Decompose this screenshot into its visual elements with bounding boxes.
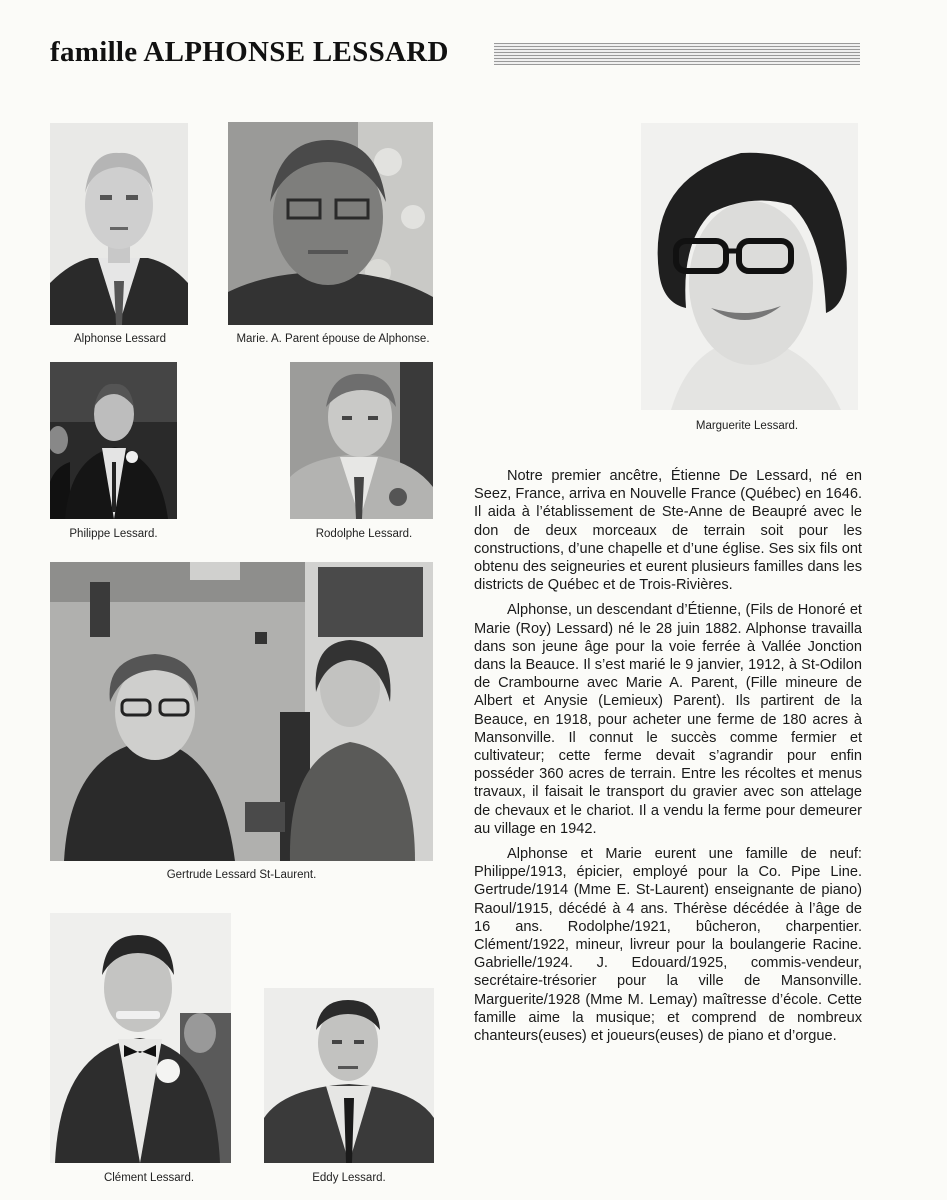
philippe-photo — [50, 362, 177, 519]
gertrude-photo — [50, 562, 433, 861]
alphonse-photo — [50, 123, 188, 325]
page-title: famille ALPHONSE LESSARD — [50, 36, 449, 68]
caption-clement: Clément Lessard. — [103, 1172, 195, 1184]
marguerite-photo — [641, 123, 858, 410]
caption-marie: Marie. A. Parent épouse de Alphonse. — [236, 333, 430, 345]
marie-photo — [228, 122, 433, 325]
caption-philippe: Philippe Lessard. — [69, 528, 158, 540]
caption-gertrude: Gertrude Lessard St-Laurent. — [166, 869, 317, 881]
rodolphe-photo — [290, 362, 433, 519]
article-text — [474, 467, 862, 1052]
caption-marguerite: Marguerite Lessard. — [695, 420, 799, 432]
caption-eddy: Eddy Lessard. — [312, 1172, 386, 1184]
caption-rodolphe: Rodolphe Lessard. — [315, 528, 413, 540]
eddy-photo — [264, 988, 434, 1163]
paragraph-alphonse: Alphonse, un descendant d’Étienne, (Fils de Honoré et Marie (Roy) Lessard) né le 28 juin 1882. Alphonse travailla dans son jeune âge pour la voie ferrée à Vallée Jonction dans la Beauce. Il s’est marié le 9 janvier, 1912, à St-Odilon de Crambourne avec Marie A. Parent, (Fille mineure de Albert et Anysie (Lemieux) Parent). Ils partirent de la Beauce, en 1918, pour acheter une ferme de 180 acres à Mansonville. Il connut le succès comme fermier et cultivateur; cette ferme devait s’agrandir pour enfin posséder 360 acres de terrain. Entre les récoltes et menus travaux, il faisait le transport du gravier avec son attelage de chevaux et le chariot. Il a vendu la ferme pour demeurer au village en 1942. — [474, 602, 862, 837]
caption-alphonse: Alphonse Lessard — [73, 333, 167, 345]
paragraph-ancestor: Notre premier ancêtre, Étienne De Lessard, né en Seez, France, arriva en Nouvelle France (Québec) en 1646. Il aida à l’établissement de Ste-Anne de Beaupré avec le don de deux morceaux de terrain soit pour les constructions, d’une chapelle et d’une église. Ses six fils ont obtenu des seigneuries et eurent plusieurs familles dans les districts de Québec et de Trois-Rivières. — [474, 468, 862, 594]
paragraph-family: Alphonse et Marie eurent une famille de neuf: Philippe/1913, épicier, employé pour la Co. Pipe Line. Gertrude/1914 (Mme E. St-Laurent) enseignante de piano) Raoul/1915, décédé à 4 ans. Thérèse décédée à l’âge de 16 ans. Rodolphe/1921, bûcheron, charpentier. Clément/1922, mineur, livreur pour la boulangerie Racine. Gabrielle/1924. J. Edouard/1925, commis-vendeur, secrétaire-trésorier pour la ville de Mansonville. Marguerite/1928 (Mme M. Lemay) maîtresse d’école. Cette famille aime la musique; et comprend de nombreux chanteurs(euses) et joueurs(euses) de piano et d’orgue. — [474, 846, 862, 1045]
clement-photo — [50, 913, 231, 1163]
header-rule — [494, 43, 860, 65]
